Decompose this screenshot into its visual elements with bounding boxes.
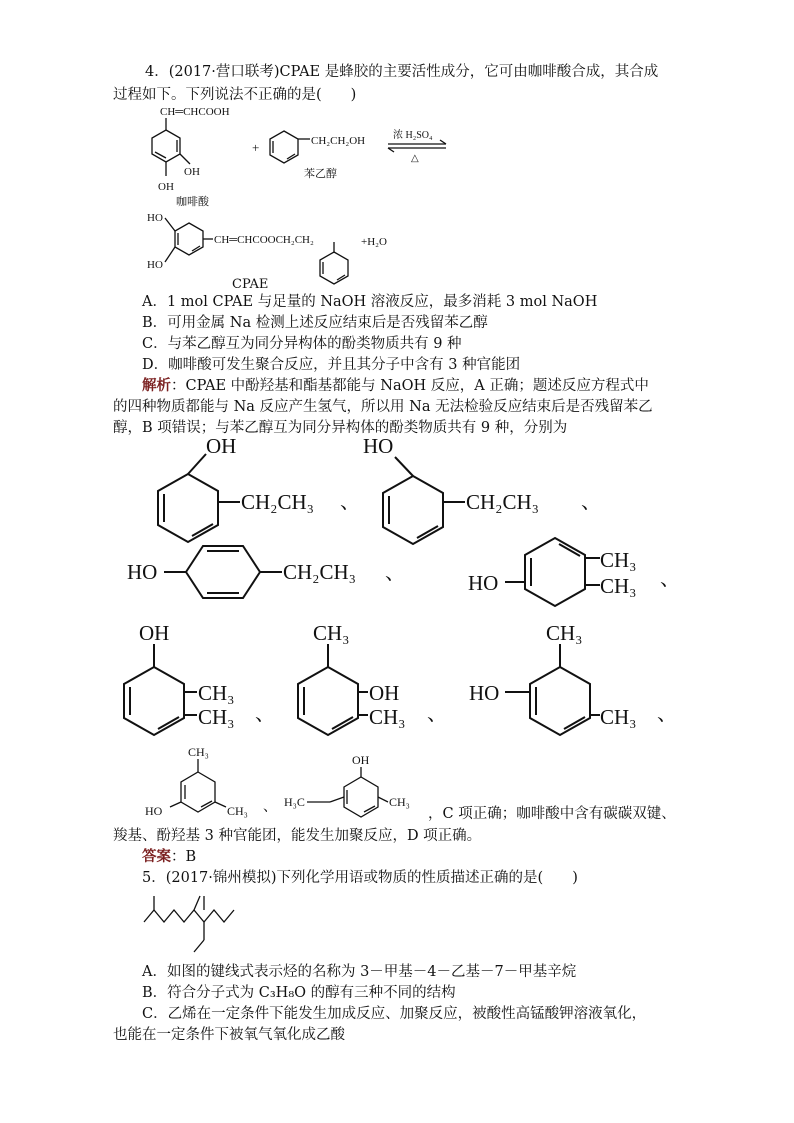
ethyl-label: CH₂CH₃ <box>241 490 314 514</box>
q4-analysis-line1 <box>142 376 649 396</box>
oh-label: OH <box>369 681 400 705</box>
q4-analysis-line2: 的四种物质都能与 Na 反应产生氢气，所以用 Na 无法检验反应结束后是否残留苯乙 <box>113 399 653 415</box>
q4-option-a: A．1 mol CPAE 与足量的 NaOH 溶液反应，最多消耗 3 mol NaOH <box>142 294 598 310</box>
isomer-3-4-dimethylphenol <box>468 538 680 606</box>
q5-option-b: B．符合分子式为 C₃H₈O 的醇有三种不同的结构 <box>142 985 456 1001</box>
isomer-4-ethylphenol <box>127 546 405 598</box>
q5-option-c: C．乙烯在一定条件下能发生加成反应、加聚反应，被酸性高锰酸钾溶液氧化， <box>142 1006 647 1022</box>
oh-label: OH <box>352 753 370 767</box>
cpae-water: +H₂O <box>361 236 387 248</box>
methyl-label: CH₃ <box>546 621 583 645</box>
separator: 、 <box>340 491 360 513</box>
q4-option-b: B．可用金属 Na 检测上述反应结束后是否残留苯乙醇 <box>142 315 488 331</box>
q5-stem: 5．(2017·锦州模拟)下列化学用语或物质的性质描述正确的是( ) <box>142 870 578 886</box>
ho-label: HO <box>145 804 163 818</box>
phenylethanol-chain: CH₂CH₂OH <box>311 135 366 147</box>
methyl-label: CH₃ <box>198 705 235 729</box>
methyl-label: CH₃ <box>369 705 406 729</box>
cpae-structure <box>147 212 387 284</box>
methyl-label: CH₃ <box>389 795 410 809</box>
ho-label: HO <box>363 434 394 458</box>
condition-acid: 浓 H₂SO₄ <box>393 130 433 141</box>
phenylethanol-name: 苯乙醇 <box>304 168 337 180</box>
methyl-label: CH₃ <box>313 621 350 645</box>
q4-option-c: C．与苯乙醇互为同分异构体的酚类物质共有 9 种 <box>142 336 462 352</box>
analysis-label: 解析 <box>142 377 171 394</box>
isomer-2-ethylphenol <box>158 434 360 542</box>
cpae-name: CPAE <box>232 277 269 292</box>
answer-label: 答案 <box>142 848 171 865</box>
q4-analysis-tail2: 羧基、酚羟基 3 种官能团，能发生加聚反应，D 项正确。 <box>113 828 482 844</box>
caffeic-chain-label: CH═CHCOOH <box>160 106 230 118</box>
methyl-label: H₃C <box>284 795 305 809</box>
oh-label: OH <box>139 621 170 645</box>
q5-option-a: A．如图的键线式表示烃的名称为 3－甲基－4－乙基－7－甲基辛烷 <box>142 964 577 980</box>
cpae-ho-bottom: HO <box>147 259 163 271</box>
oh-label: OH <box>206 434 237 458</box>
separator: 、 <box>660 568 680 590</box>
separator: 、 <box>263 800 277 815</box>
q4-stem-line2: 过程如下。下列说法不正确的是( ) <box>113 87 357 103</box>
caffeic-oh-bottom: OH <box>158 181 174 193</box>
separator: 、 <box>581 491 601 513</box>
ethyl-label: CH₂CH₃ <box>283 560 356 584</box>
q4-stem-line1: 4．(2017·营口联考)CPAE 是蜂胶的主要活性成分，它可由咖啡酸合成，其合成 <box>145 64 659 80</box>
methyl-label: CH₃ <box>600 574 637 598</box>
plus-sign: + <box>252 140 260 155</box>
isomer-structures <box>0 430 794 840</box>
methyl-label: CH₃ <box>600 548 637 572</box>
separator: 、 <box>255 703 275 725</box>
condition-heat: △ <box>411 153 419 164</box>
caffeic-oh-right: OH <box>184 166 200 178</box>
cpae-ho-top: HO <box>147 212 163 224</box>
q4-answer <box>142 847 196 867</box>
reaction-condition <box>388 128 446 164</box>
methyl-label: CH₃ <box>600 705 637 729</box>
q4-analysis-tail1: ，C 项正确；咖啡酸中含有碳碳双键、 <box>428 806 676 822</box>
q5-option-c-cont: 也能在一定条件下被氧气氧化成乙酸 <box>113 1027 345 1043</box>
isomer-2-6-dimethylphenol <box>298 621 447 735</box>
isomer-3-5-dimethylphenol <box>145 745 277 818</box>
cpae-chain: CH═CHCOOCH₂CH₂ <box>214 234 314 246</box>
separator: 、 <box>657 703 677 725</box>
separator: 、 <box>427 703 447 725</box>
caffeic-acid-structure <box>152 106 230 208</box>
caffeic-acid-name: 咖啡酸 <box>176 196 209 208</box>
isomer-2-5-dimethylphenol <box>469 621 677 735</box>
phenylethanol-structure <box>270 131 365 180</box>
isomer-2-3-dimethylphenol <box>124 621 275 735</box>
analysis-text1: ：CPAE 中酚羟基和酯基都能与 NaOH 反应，A 正确；题述反应方程式中 <box>171 378 649 394</box>
q4-option-d: D．咖啡酸可发生聚合反应，并且其分子中含有 3 种官能团 <box>142 357 521 373</box>
ho-label: HO <box>468 571 499 595</box>
methyl-label: CH₃ <box>227 804 248 818</box>
separator: 、 <box>385 562 405 584</box>
isomer-3-ethylphenol <box>363 434 601 544</box>
q5-skeletal-structure <box>140 892 260 962</box>
isomer-2-4-dimethylphenol <box>284 753 410 817</box>
q4-analysis-line3: 醇，B 项错误；与苯乙醇互为同分异构体的酚类物质共有 9 种，分别为 <box>113 420 568 436</box>
ho-label: HO <box>127 560 158 584</box>
methyl-label: CH₃ <box>188 745 209 759</box>
ho-label: HO <box>469 681 500 705</box>
methyl-label: CH₃ <box>198 681 235 705</box>
reaction-scheme <box>0 100 794 290</box>
ethyl-label: CH₂CH₃ <box>466 490 539 514</box>
answer-value: ：B <box>171 849 197 865</box>
